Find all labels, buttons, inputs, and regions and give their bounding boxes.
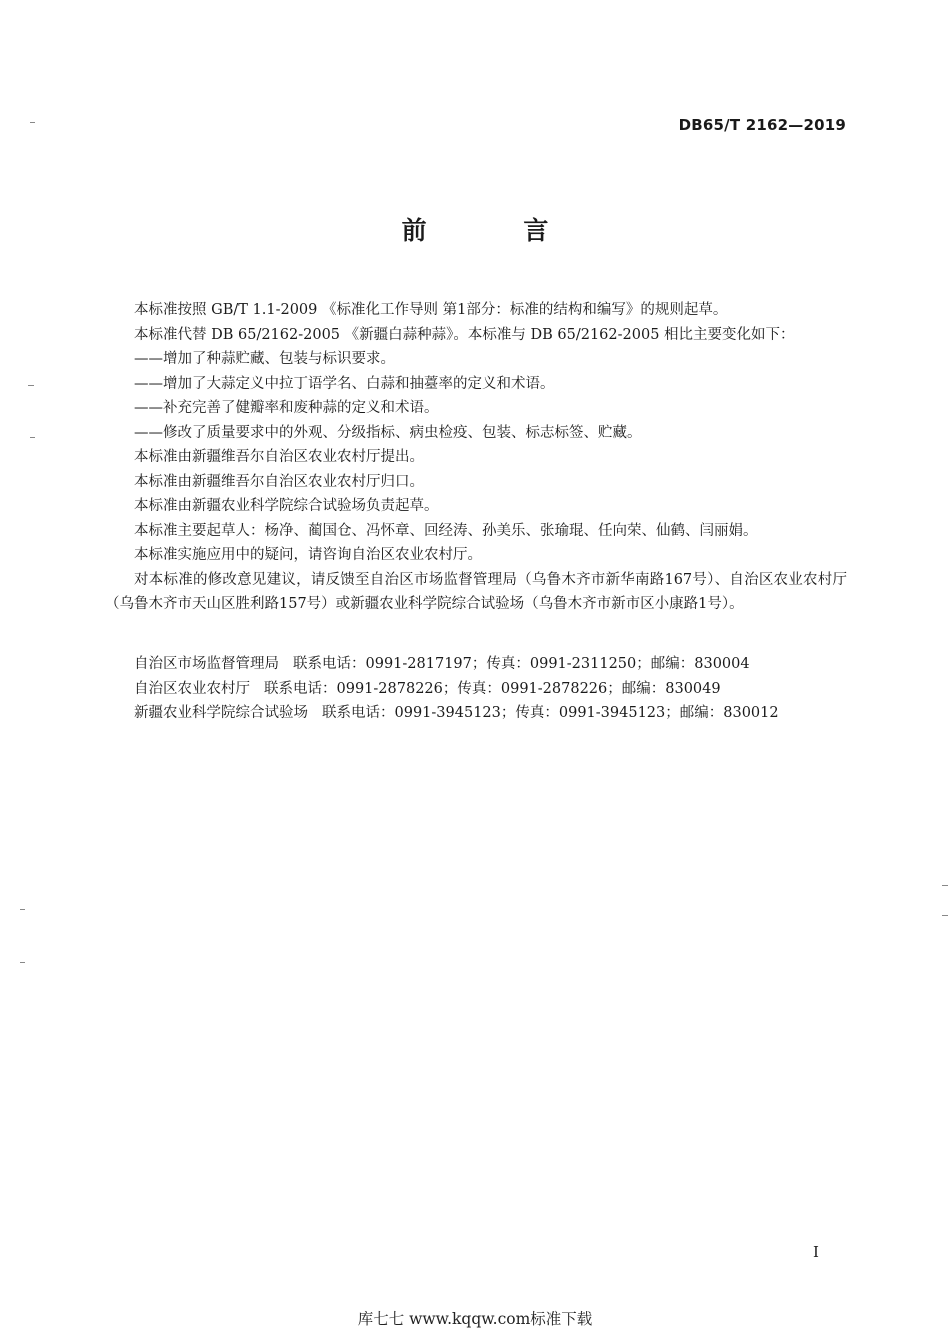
paragraph-drafters: 本标准主要起草人：杨净、蔺国仓、冯怀章、回经涛、孙美乐、张瑜琨、任向荣、仙鹤、闫丽娟。 [134, 522, 758, 539]
contact-org: 新疆农业科学院综合试验场 [134, 705, 308, 721]
preface-body [105, 298, 847, 617]
contact-details: 联系电话：0991-2878226；传真：0991-2878226；邮编：830049 [264, 680, 721, 697]
paragraph-managed-by: 本标准由新疆维吾尔自治区农业农村厅归口。 [134, 473, 424, 490]
page-title: 前 言 [401, 216, 593, 245]
change-item: ——增加了种蒜贮藏、包装与标识要求。 [134, 351, 395, 367]
change-item: ——修改了质量要求中的外观、分级指标、病虫检疫、包装、标志标签、贮藏。 [134, 424, 642, 441]
paragraph-drafting-rules: 本标准按照 GB/T 1.1-2009 《标准化工作导则 第1部分：标准的结构和编写》的规则起草。 [134, 302, 728, 318]
scan-mark [20, 909, 25, 910]
scan-mark [28, 385, 34, 386]
contact-list [134, 652, 779, 726]
change-item: ——补充完善了健瓣率和废种蒜的定义和术语。 [134, 400, 439, 416]
paragraph-drafted-by: 本标准由新疆农业科学院综合试验场负责起草。 [134, 498, 439, 514]
contact-row [134, 652, 779, 677]
scan-mark [942, 915, 948, 916]
scan-mark [30, 437, 35, 438]
paragraph-inquiries: 本标准实施应用中的疑问，请咨询自治区农业农村厅。 [134, 547, 482, 563]
scan-mark [20, 962, 25, 963]
contact-details: 联系电话：0991-2817197；传真：0991-2311250；邮编：830004 [293, 656, 750, 672]
contact-details: 联系电话：0991-3945123；传真：0991-3945123；邮编：830012 [322, 705, 779, 721]
scan-mark [30, 122, 35, 123]
document-code: DB65/T 2162—2019 [678, 116, 846, 134]
contact-org: 自治区市场监督管理局 [134, 656, 279, 672]
paragraph-feedback: 对本标准的修改意见建议，请反馈至自治区市场监督管理局（乌鲁木齐市新华南路167号）、自治区农业农村厅（乌鲁木齐市天山区胜利路157号）或新疆农业科学院综合试验场（乌鲁木齐市新市区小康路1号）。 [105, 571, 847, 612]
footer-watermark: 库七七 www.kqqw.com标准下载 [357, 1310, 593, 1328]
change-item: ——增加了大蒜定义中拉丁语学名、白蒜和抽薹率的定义和术语。 [134, 375, 555, 392]
contact-org: 自治区农业农村厅 [134, 680, 250, 697]
page-number: I [813, 1243, 819, 1261]
scan-mark [942, 885, 948, 886]
paragraph-proposed-by: 本标准由新疆维吾尔自治区农业农村厅提出。 [134, 449, 424, 465]
contact-row [134, 701, 779, 726]
paragraph-replaces: 本标准代替 DB 65/2162-2005 《新疆白蒜种蒜》。本标准与 DB 65/2162-2005 相比主要变化如下： [134, 326, 795, 343]
contact-row [134, 677, 779, 702]
